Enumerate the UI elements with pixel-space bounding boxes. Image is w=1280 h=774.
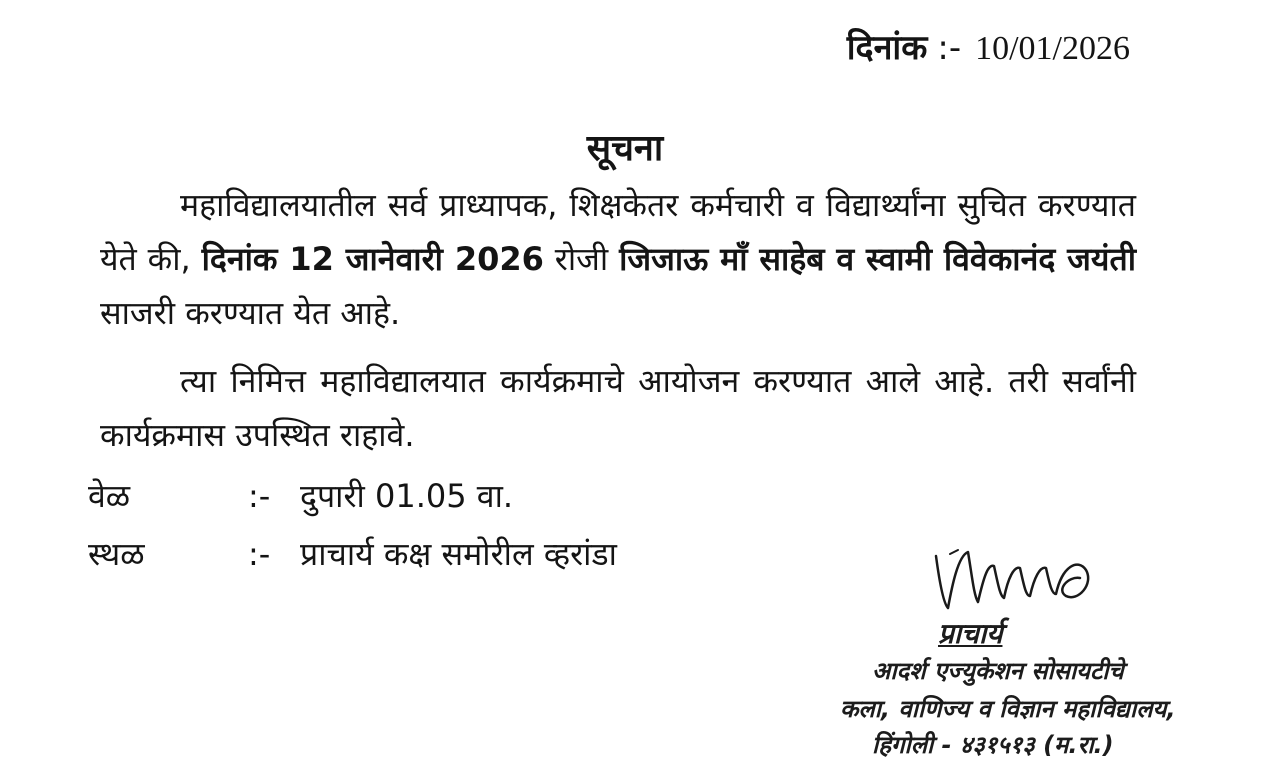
seal-address: हिंगोली - ४३१५१३ (म.रा.)	[872, 731, 1114, 759]
date-value: 10/01/2026	[975, 30, 1130, 67]
notice-paragraph-2: त्या निमित्त महाविद्यालयात कार्यक्रमाचे आयोजन करण्यात आले आहे. तरी सर्वांनी कार्यक्रमास उपस्थित राहावे.	[100, 362, 1136, 454]
place-separator: :-	[248, 535, 271, 573]
seal-college: कला, वाणिज्य व विज्ञान महाविद्यालय,	[840, 695, 1176, 723]
time-label: वेळ	[88, 477, 131, 515]
time-value: दुपारी 01.05 वा.	[300, 477, 514, 515]
place-value: प्राचार्य कक्ष समोरील व्हरांडा	[300, 535, 617, 573]
seal-designation: प्राचार्य	[938, 617, 1003, 650]
notice-paragraph-1	[100, 178, 1136, 340]
time-separator: :-	[248, 477, 271, 515]
place-label: स्थळ	[88, 535, 145, 573]
para1-text-1: महाविद्यालयातील सर्व प्राध्यापक, शिक्षकेतर कर्मचारी व विद्यार्थ्यांना सुचित करण्यात येते की,	[100, 186, 1136, 278]
seal-organization: आदर्श एज्युकेशन सोसायटीचे	[872, 657, 1124, 685]
event-name: जिजाऊ माँ साहेब व स्वामी विवेकानंद जयंती	[619, 240, 1136, 278]
place-row	[88, 532, 617, 576]
date-separator: :-	[937, 28, 962, 68]
event-date: दिनांक 12 जानेवारी 2026	[201, 240, 544, 278]
date-line	[847, 28, 1130, 70]
time-row	[88, 474, 513, 518]
para1-text-2: रोजी	[543, 240, 620, 278]
signature-image	[928, 536, 1098, 616]
date-label: दिनांक	[846, 28, 928, 68]
notice-title: सूचना	[586, 128, 664, 169]
principal-seal	[830, 536, 1190, 766]
para1-text-3: साजरी करण्यात येत आहे.	[100, 294, 401, 332]
